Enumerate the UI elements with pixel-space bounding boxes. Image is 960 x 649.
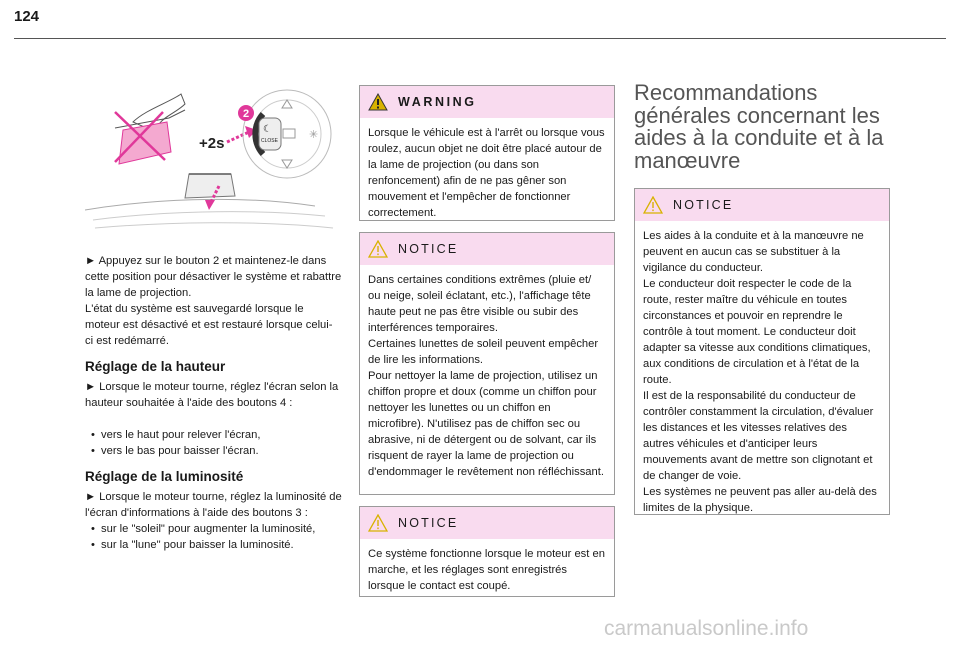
warning-title: WARNING — [398, 95, 477, 109]
height-bullets — [85, 427, 350, 459]
notice-title: NOTICE — [398, 242, 459, 256]
cleaning-text: Pour nettoyer la lame de projection, utilisez un chiffon propre et doux (comme un chiffon pour nettoyer les lunettes ou un chiffon en microfibre). N'utilisez pas de chiffon sec ou abrasive, ni de détergent ou de solvant, car ils risquent de rayer la lame de projection ou d'endommager le revêtement non réfléchissant. — [368, 370, 604, 478]
brightness-instructions: ► Lorsque le moteur tourne, réglez la luminosité de l'écran d'informations à l'aide des boutons 3 : — [85, 491, 342, 519]
notice-box-header — [635, 189, 889, 221]
list-item: • sur le "soleil" pour augmenter la luminosité, — [85, 521, 350, 537]
responsibility-text: Il est de la responsabilité du conducteur de contrôler constamment la circulation, d'évaluer les distances et les vitesses relatives des autres véhicules et d'anticiper leurs mouvements avant de mettre son clignotant et de changer de voie. — [643, 390, 874, 482]
close-label: CLOSE — [261, 138, 278, 144]
notice-triangle-icon — [643, 196, 663, 214]
header-rule — [14, 38, 946, 39]
warning-triangle-icon — [368, 93, 388, 111]
notice-box-header — [360, 507, 614, 539]
driver-control-text: Le conducteur doit respecter le code de la route, rester maître du véhicule en toutes circonstances et pouvoir en reprendre le contrôle à tout moment. Le conducteur doit adapter sa vitesse aux conditions climatiques, aux conditions de circulation et à l'état de la route. — [643, 278, 871, 386]
sunglasses-text: Certaines lunettes de soleil peuvent empêcher de lire les informations. — [368, 338, 599, 366]
svg-text:☾: ☾ — [263, 124, 272, 135]
physics-limits-text: Les systèmes ne peuvent pas aller au-delà des limites de la physique. — [643, 486, 877, 514]
warning-box — [359, 85, 615, 221]
list-item: • sur la "lune" pour baisser la luminosité. — [85, 537, 350, 553]
operation-text: Ce système fonctionne lorsque le moteur est en marche, et les réglages sont enregistrés lorsque le contact est coupé. — [368, 548, 605, 592]
vigilance-text: Les aides à la conduite et à la manœuvre ne peuvent en aucun cas se substituer à la vigilance du conducteur. — [643, 230, 864, 274]
warning-text: Lorsque le véhicule est à l'arrêt ou lorsque vous roulez, aucun objet ne doit être placé autour de la lame de projection (ou dans son renfoncement) afin de ne pas gêner son mouvement et l'empêcher de fonctionner correctement. — [368, 127, 605, 219]
notice-triangle-icon — [368, 240, 388, 258]
notice-box-header — [360, 233, 614, 265]
svg-text:✳: ✳ — [309, 128, 319, 141]
section-title: Recommandations générales concernant les aides à la conduite et à la manœuvre — [634, 80, 884, 173]
notice-triangle-icon — [368, 514, 388, 532]
button-number-label: 2 — [243, 108, 250, 120]
notice-box-operation — [359, 506, 615, 597]
brightness-bullets — [85, 521, 350, 553]
list-item: • vers le haut pour relever l'écran, — [85, 427, 350, 443]
hold-duration-label: +2s — [199, 135, 225, 152]
height-instructions: ► Lorsque le moteur tourne, réglez l'écran selon la hauteur souhaitée à l'aide des boutons 4 : — [85, 381, 339, 409]
list-item: • vers le bas pour baisser l'écran. — [85, 443, 350, 459]
brightness-heading: Réglage de la luminosité — [85, 469, 244, 484]
intro-paragraph: ► Appuyez sur le bouton 2 et maintenez-le dans cette position pour désactiver le système et rabattre la lame de projection. — [85, 255, 342, 299]
illustration — [85, 82, 345, 242]
height-heading: Réglage de la hauteur — [85, 359, 226, 374]
visibility-text: Dans certaines conditions extrêmes (pluie et/ ou neige, soleil éclatant, etc.), l'affichage tête haute peut ne pas être visible ou subir des interférences temporaires. — [368, 274, 592, 334]
state-saved-paragraph: L'état du système est sauvegardé lorsque le moteur est désactivé et est restauré lorsque celui-ci est redémarré. — [85, 303, 333, 347]
notice-box-cleaning — [359, 232, 615, 495]
notice-title: NOTICE — [398, 516, 459, 530]
notice-box-driving-aids — [634, 188, 890, 515]
notice-title: NOTICE — [673, 198, 734, 212]
watermark: carmanualsonline.info — [604, 617, 809, 640]
page-number: 124 — [14, 8, 40, 25]
warning-box-header — [360, 86, 614, 118]
